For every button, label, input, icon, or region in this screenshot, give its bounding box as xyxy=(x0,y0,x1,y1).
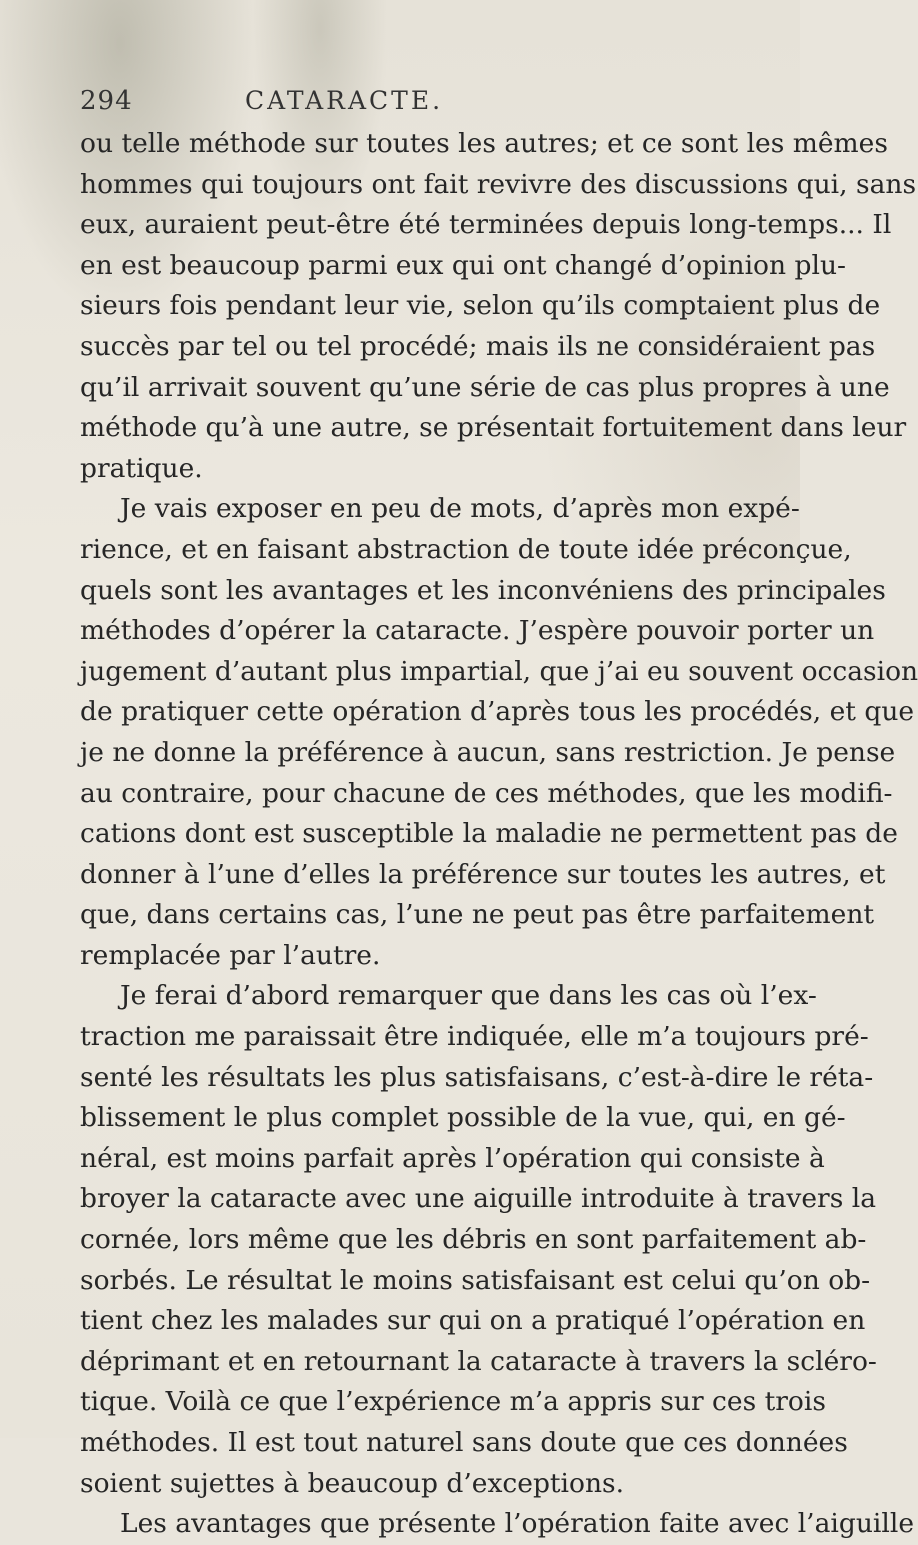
text-line: qu’il arrivait souvent qu’une série de cas plus propres à une xyxy=(80,371,890,403)
text-line: néral, est moins parfait après l’opération qui consiste à xyxy=(80,1142,825,1174)
text-line: sorbés. Le résultat le moins satisfaisant est celui qu’on ob- xyxy=(80,1264,871,1296)
text-line: hommes qui toujours ont fait revivre des discussions qui, sans xyxy=(80,168,917,200)
text-line: au contraire, pour chacune de ces méthodes, que les modifi- xyxy=(80,777,893,809)
text-line: méthodes. Il est tout naturel sans doute que ces données xyxy=(80,1427,848,1458)
running-title: CATARACTE. xyxy=(245,86,444,115)
page-number: 294 xyxy=(80,86,133,116)
text-line: traction me paraissait être indiquée, elle m’a toujours pré- xyxy=(80,1021,869,1053)
text-line: tique. Voilà ce que l’expérience m’a appris sur ces trois xyxy=(80,1386,826,1418)
text-line: ou telle méthode sur toutes les autres; et ce sont les mêmes xyxy=(80,128,888,159)
paragraph-start-line: Je ferai d’abord remarquer que dans les cas où l’ex- xyxy=(120,980,817,1012)
text-line: déprimant et en retournant la cataracte à travers la scléro- xyxy=(80,1345,877,1377)
text-line: broyer la cataracte avec une aiguille introduite à travers la xyxy=(80,1183,877,1215)
text-line: donner à l’une d’elles la préférence sur toutes les autres, et xyxy=(80,858,886,890)
text-line: cornée, lors même que les débris en sont parfaitement ab- xyxy=(80,1224,867,1256)
text-line: cations dont est susceptible la maladie ne permettent pas de xyxy=(80,818,898,850)
text-line: eux, auraient peut-être été terminées depuis long-temps... Il xyxy=(80,209,892,241)
page-header xyxy=(80,86,720,126)
text-line: méthode qu’à une autre, se présentait fortuitement dans leur xyxy=(80,412,907,444)
text-line: en est beaucoup parmi eux qui ont changé d’opinion plu- xyxy=(80,249,846,281)
text-line: remplacée par l’autre. xyxy=(80,939,381,971)
paragraph-start-line: Les avantages que présente l’opération faite avec l’aiguille xyxy=(120,1508,915,1540)
text-line: méthodes d’opérer la cataracte. J’espère pouvoir porter un xyxy=(80,615,875,647)
text-line: je ne donne la préférence à aucun, sans restriction. Je pense xyxy=(80,736,896,768)
text-line: sieurs fois pendant leur vie, selon qu’ils comptaient plus de xyxy=(80,290,881,322)
text-line: que, dans certains cas, l’une ne peut pas être parfaitement xyxy=(80,899,875,931)
text-line: tient chez les malades sur qui on a pratiqué l’opération en xyxy=(80,1305,866,1337)
text-line: blissement le plus complet possible de la vue, qui, en gé- xyxy=(80,1102,846,1134)
text-line: pratique. xyxy=(80,452,203,484)
text-line: de pratiquer cette opération d’après tous les procédés, et que xyxy=(80,696,915,728)
body-text xyxy=(80,124,918,1545)
text-line: senté les résultats les plus satisfaisans, c’est-à-dire le réta- xyxy=(80,1061,874,1093)
text-line: succès par tel ou tel procédé; mais ils ne considéraient pas xyxy=(80,330,876,362)
text-line: soient sujettes à beaucoup d’exceptions. xyxy=(80,1467,625,1499)
paragraph-start-line: Je vais exposer en peu de mots, d’après mon expé- xyxy=(120,493,800,525)
text-line: rience, et en faisant abstraction de toute idée préconçue, xyxy=(80,533,852,565)
text-line: jugement d’autant plus impartial, que j’ai eu souvent occasion xyxy=(80,655,918,687)
text-line: quels sont les avantages et les inconvéniens des principales xyxy=(80,574,886,606)
